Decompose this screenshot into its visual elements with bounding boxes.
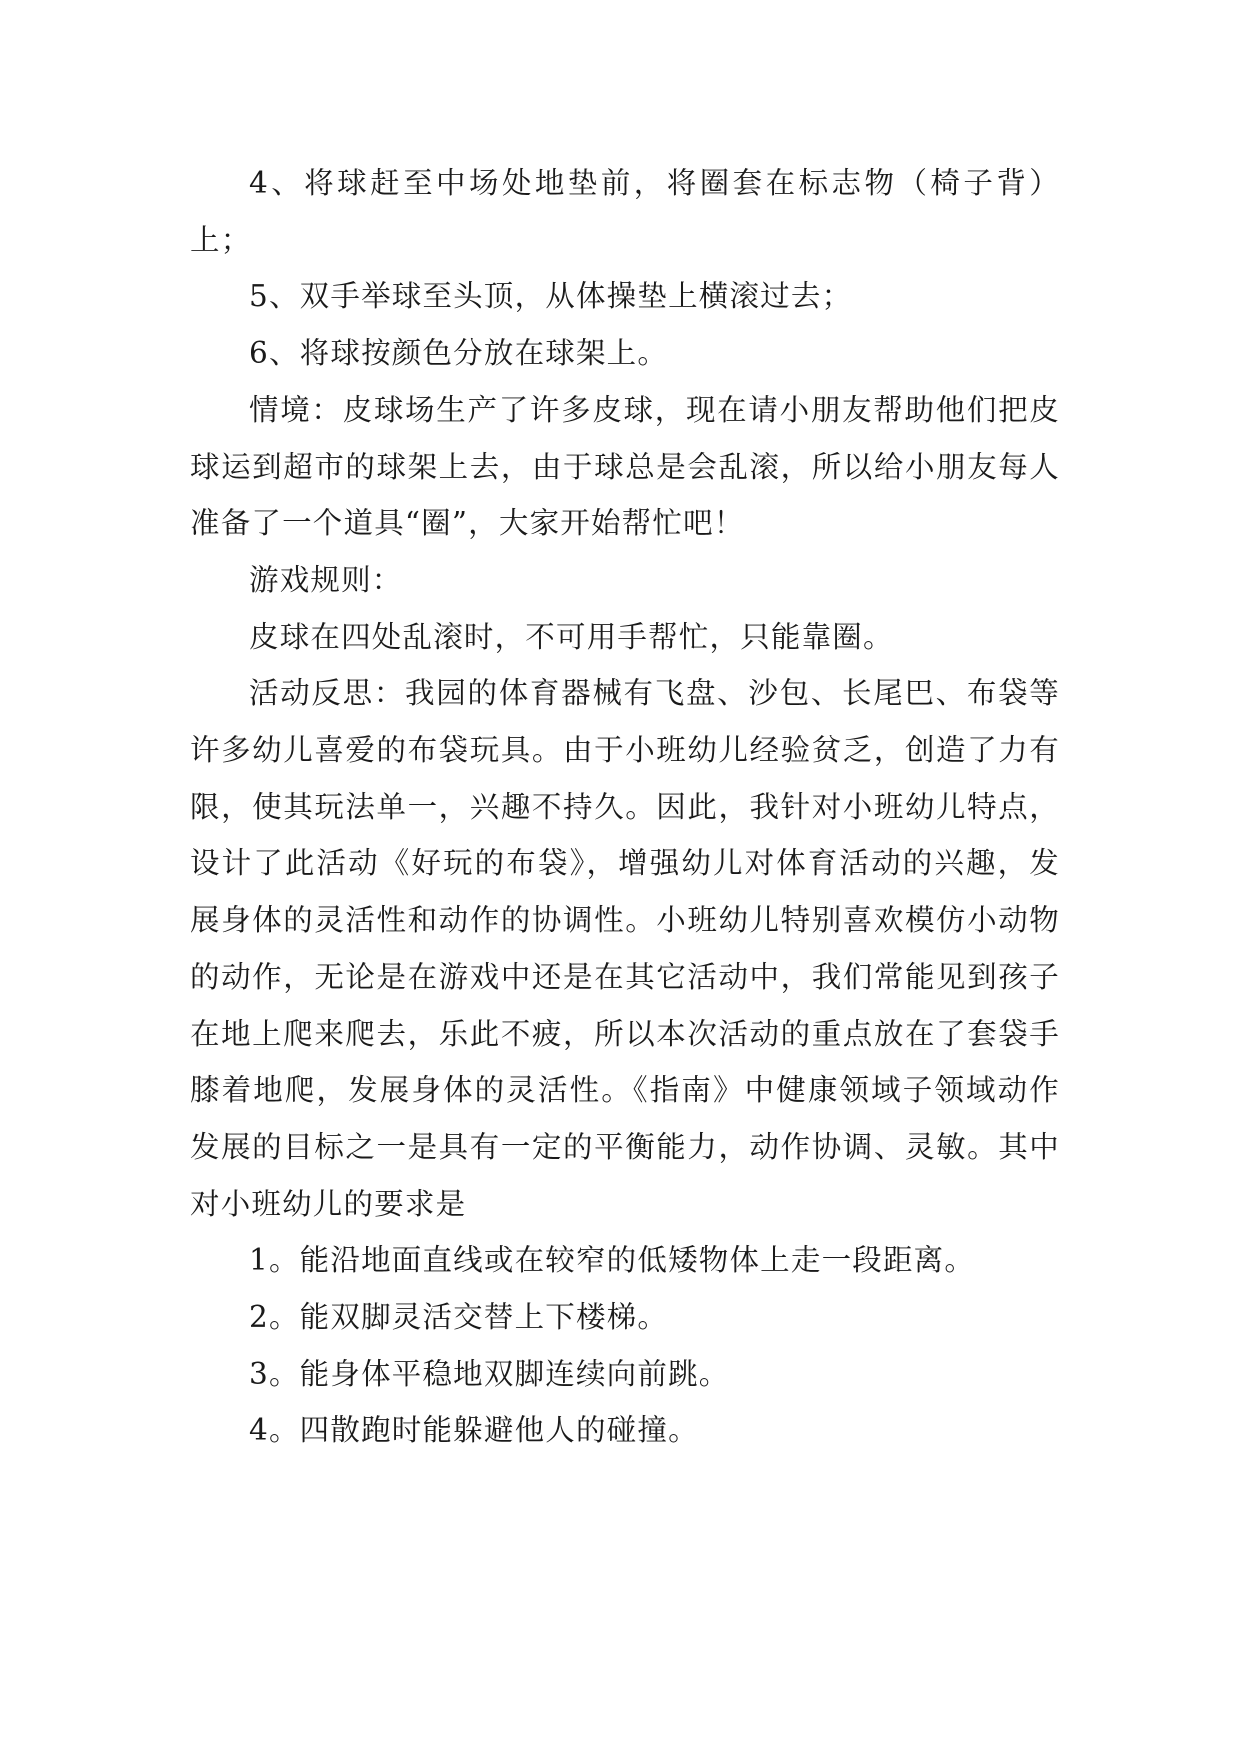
step-4-paragraph: 4、将球赶至中场处地垫前，将圈套在标志物（椅子背）上；: [190, 166, 1060, 257]
body-text: [190, 155, 1060, 1459]
step-6-paragraph: 6、将球按颜色分放在球架上。: [249, 336, 669, 371]
requirement-1: 1。能沿地面直线或在较窄的低矮物体上走一段距离。: [249, 1243, 976, 1278]
scenario-paragraph: 情境：皮球场生产了许多皮球，现在请小朋友帮助他们把皮球运到超市的球架上去，由于球总是会乱滚，所以给小朋友每人准备了一个道具“圈”，大家开始帮忙吧！: [190, 392, 1060, 541]
requirement-3: 3。能身体平稳地双脚连续向前跳。: [249, 1356, 730, 1391]
reflection-paragraph: 活动反思：我园的体育器械有飞盘、沙包、长尾巴、布袋等许多幼儿喜爱的布袋玩具。由于小班幼儿经验贫乏，创造了力有限，使其玩法单一，兴趣不持久。因此，我针对小班幼儿特点，设计了此活动《好玩的布袋》，增强幼儿对体育活动的兴趣，发展身体的灵活性和动作的协调性。小班幼儿特别喜欢模仿小动物的动作，无论是在游戏中还是在其它活动中，我们常能见到孩子在地上爬来爬去，乐此不疲，所以本次活动的重点放在了套袋手膝着地爬，发展身体的灵活性。《指南》中健康领域子领域动作发展的目标之一是具有一定的平衡能力，动作协调、灵敏。其中对小班幼儿的要求是: [190, 676, 1060, 1221]
requirement-4: 4。四散跑时能躲避他人的碰撞。: [249, 1413, 699, 1448]
step-5-paragraph: 5、双手举球至头顶，从体操垫上横滚过去；: [249, 279, 853, 314]
requirement-2: 2。能双脚灵活交替上下楼梯。: [249, 1300, 669, 1335]
game-rules-paragraph: 皮球在四处乱滚时，不可用手帮忙，只能靠圈。: [249, 619, 894, 654]
game-rules-heading: 游戏规则：: [249, 562, 403, 597]
